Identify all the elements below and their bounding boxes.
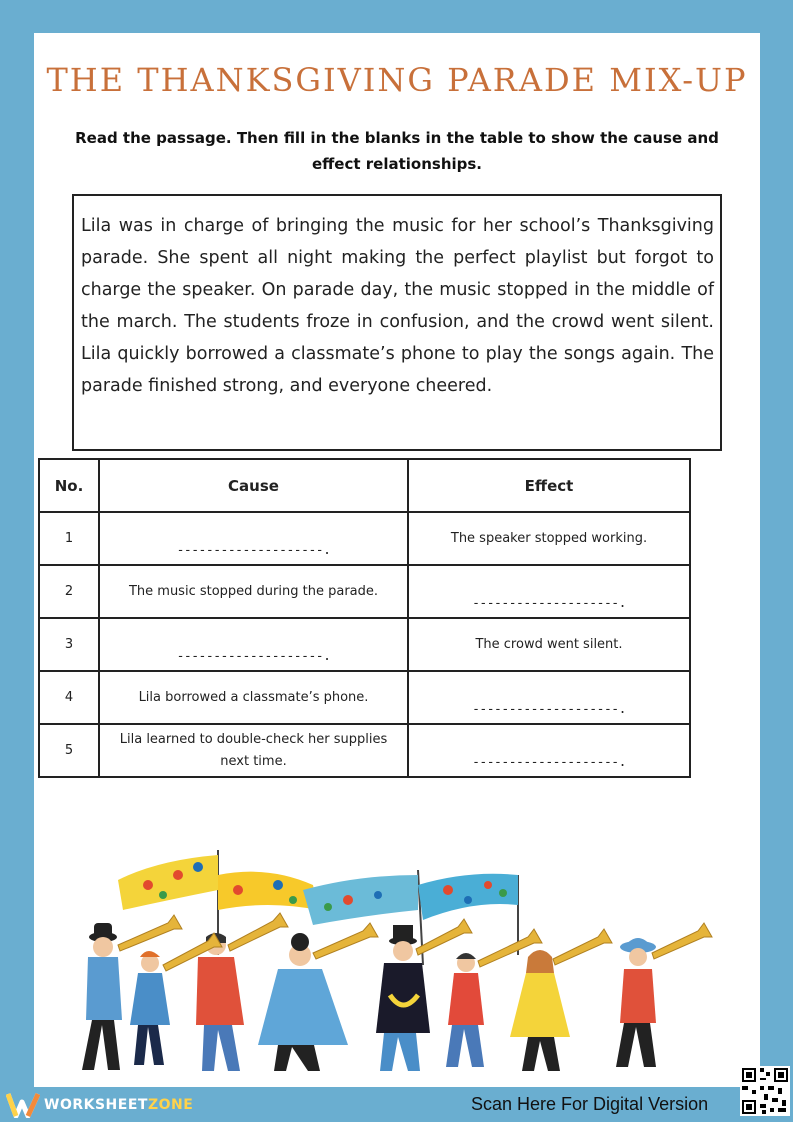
cause-cell-blank[interactable]: [99, 512, 408, 565]
scan-instructions: Scan Here For Digital Version: [471, 1094, 709, 1114]
column-header-cause: Cause: [99, 459, 408, 512]
cause-text: Lila borrowed a classmate’s phone.: [138, 690, 369, 705]
cause-text: The music stopped during the parade.: [128, 584, 379, 599]
answer-blank[interactable]: --------------------.: [472, 755, 626, 770]
column-header-effect: Effect: [408, 459, 690, 512]
brand-name-part2: ZONE: [147, 1097, 194, 1113]
table-row: [39, 565, 690, 618]
reading-passage: Lila was in charge of bringing the music for her school’s Thanksgiving parade. She spent all night making the perfect playlist but forgot to charge the speaker. On parade day, the music stopped in the middle of the march. The students froze in confusion, and the crowd went silent. Lila quickly borrowed a classmate’s phone to play the songs again. The parade finished strong, and everyone cheered.: [72, 194, 722, 451]
cause-cell: [99, 565, 408, 618]
answer-blank[interactable]: --------------------.: [472, 596, 626, 611]
cause-cell-blank[interactable]: [99, 618, 408, 671]
effect-cell-blank[interactable]: [408, 565, 690, 618]
column-header-no: No.: [39, 459, 99, 512]
table-row: [39, 512, 690, 565]
marching-band-illustration: [78, 845, 723, 1080]
cause-text: Lila learned to double-check her supplies next time.: [119, 731, 388, 769]
cause-effect-table: [38, 458, 691, 778]
row-number: 4: [39, 671, 99, 724]
table-row: [39, 724, 690, 777]
row-number: 1: [39, 512, 99, 565]
answer-blank[interactable]: --------------------.: [176, 649, 331, 664]
table-row: [39, 618, 690, 671]
cause-cell: [99, 724, 408, 777]
answer-blank[interactable]: --------------------.: [176, 543, 331, 558]
effect-cell: [408, 618, 690, 671]
effect-text: The speaker stopped working.: [450, 531, 648, 546]
effect-cell-blank[interactable]: [408, 671, 690, 724]
brand-name: [44, 1097, 193, 1113]
qr-code-icon[interactable]: [740, 1066, 790, 1116]
brand-name-part1: WORKSHEET: [44, 1097, 148, 1113]
table-header-row: [39, 459, 690, 512]
effect-cell: [408, 512, 690, 565]
effect-cell-blank[interactable]: [408, 724, 690, 777]
worksheetzone-logo-icon: [6, 1092, 40, 1118]
row-number: 5: [39, 724, 99, 777]
worksheetzone-logo[interactable]: [6, 1092, 193, 1118]
table-row: [39, 671, 690, 724]
worksheet-title: THE THANKSGIVING PARADE MIX-UP: [46, 61, 748, 99]
instructions-text: Read the passage. Then fill in the blanks in the table to show the cause and effect relationships.: [75, 129, 719, 173]
cause-cell: [99, 671, 408, 724]
answer-blank[interactable]: --------------------.: [472, 702, 626, 717]
row-number: 3: [39, 618, 99, 671]
effect-text: The crowd went silent.: [475, 637, 623, 652]
row-number: 2: [39, 565, 99, 618]
